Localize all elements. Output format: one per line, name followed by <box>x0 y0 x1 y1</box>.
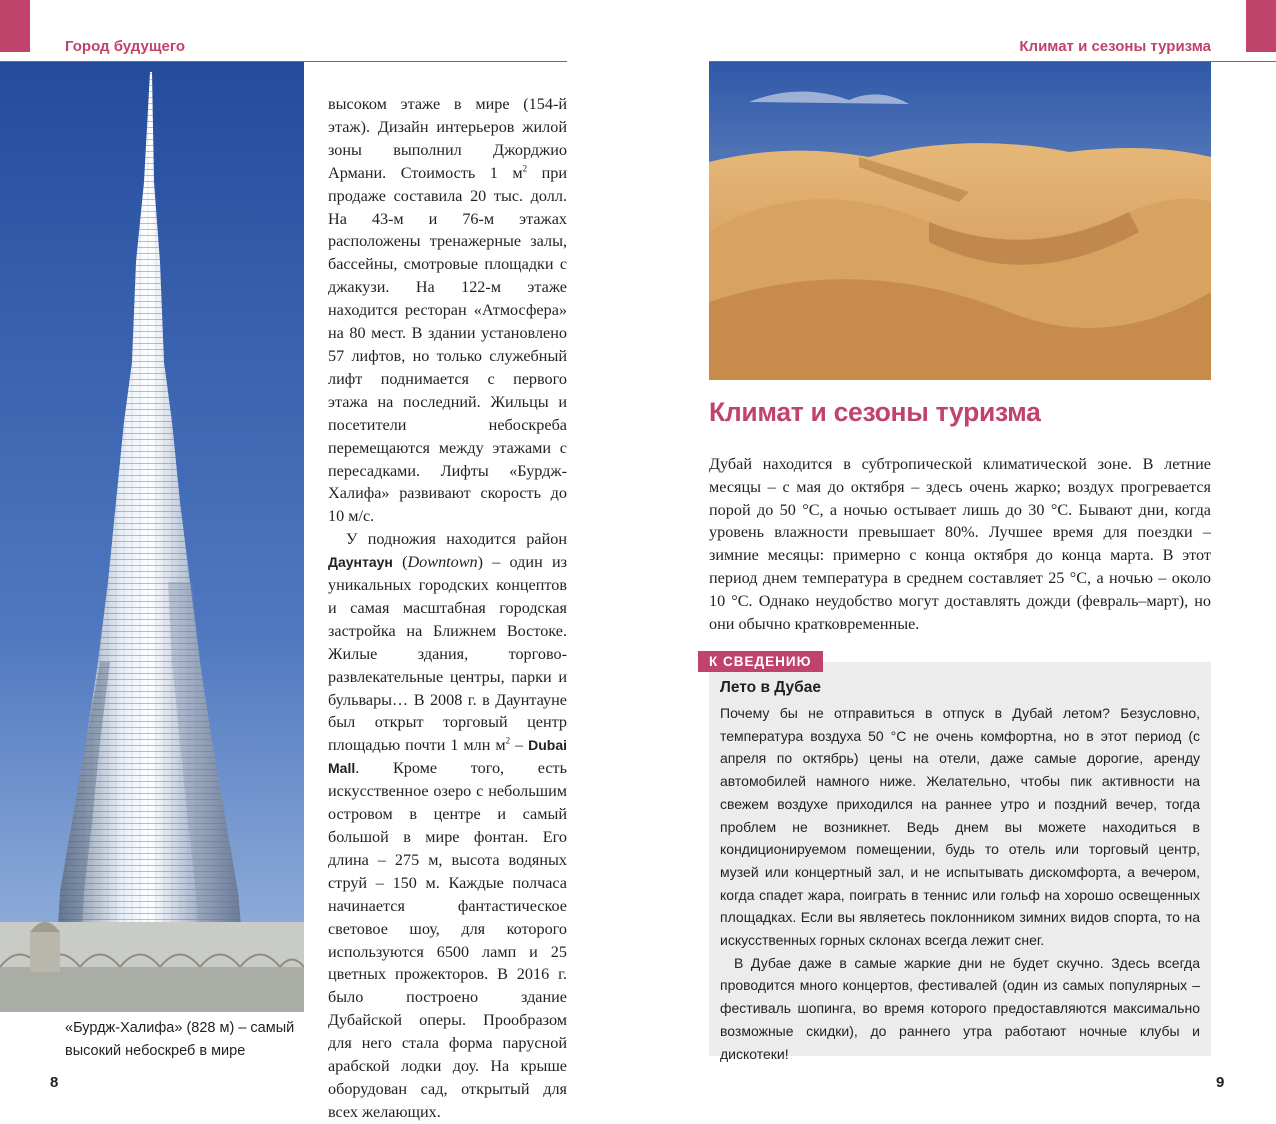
right-running-head: Климат и сезоны туризма <box>1019 38 1211 55</box>
info-box-title: Лето в Дубае <box>720 679 821 696</box>
term-downtown: Даунтаун <box>328 554 393 571</box>
right-page-tab <box>1246 0 1276 52</box>
body-text: ( <box>392 553 408 572</box>
term-downtown-en: Downtown <box>407 553 478 572</box>
burj-khalifa-photo <box>0 62 304 1012</box>
photo-caption: «Бурдж-Халифа» (828 м) – самый высокий небоскреб в мире <box>65 1020 295 1059</box>
info-box-body <box>720 702 1200 1065</box>
body-text: высоком этаже в мире (154-й этаж). Дизайн интерьеров жилой зоны выполнил Джорджио Армани. Стоимость 1 м <box>328 95 567 182</box>
superscript: 2 <box>505 735 511 746</box>
body-paragraph <box>328 93 567 528</box>
right-page-number: 9 <box>1216 1074 1225 1091</box>
body-text: – <box>510 736 529 755</box>
intro-paragraph: Дубай находится в субтропической климатической зоне. В летние месяцы – с мая до октября – здесь очень жарко; воздух прогревается порой до 50 °C, а ночью остывает лишь до 30 °C. Бывают дни, когда уровень влажности превышает 80%. Лучшее время для поездки – зимние месяцы: примерно с конца октября до конца марта. В этот период днем температура в среднем составляет 25 °C, а ночью – около 10 °C. Однако неудобство могут доставлять дожди (февраль–март), но они обычно кратковременные. <box>709 455 1211 633</box>
body-text: при продаже составила 20 тыс. долл. На 43-м и 76-м этажах расположены тренажерные залы, бассейны, смотровые площадки с джакузи. На 122-м этаже находится ресторан «Атмосфера» на 80 мест. В здании установлено 57 лифтов, но только служебный лифт поднимается с первого этажа на последний. Жильцы и посетители небоскреба перемещаются между этажами с пересадками. Лифты «Бурдж-Халифа» развивают скорость до 10 м/с. <box>328 163 567 526</box>
info-tag: К СВЕДЕНИЮ <box>698 651 823 672</box>
left-page-number: 8 <box>50 1074 59 1091</box>
page-title: Климат и сезоны туризма <box>709 397 1041 427</box>
info-paragraph: В Дубае даже в самые жаркие дни не будет скучно. Здесь всегда проводится много концертов, фестивалей (один из самых популярных – фестиваль шопинга, во время которого предоставляются максимально возможные скидки), до раннего утра работают ночные клубы и дискотеки! <box>720 954 1200 1062</box>
desert-dunes-photo <box>709 62 1211 380</box>
superscript: 2 <box>522 163 528 174</box>
body-text: У подножия находится район <box>346 530 567 549</box>
info-paragraph: Почему бы не отправиться в отпуск в Дубай летом? Безусловно, температура воздуха 50 °C не очень комфортна, но в этот период (с апреля по октябрь) цены на отели, даже самые дорогие, аренду автомобилей намного ниже. Желательно, чтобы пик активности на свежем воздухе приходился на раннее утро и поздний вечер, тогда проблем не возникнет. Ведь днем вы можете находиться в кондиционируемом помещении, будь то отель или торговый центр, музей или концертный зал, и не испытывать дискомфорта, а вечером, когда спадет жара, поиграть в теннис или гольф на хорошо освещенных площадках. Если вы являетесь поклонником зимних видов спорта, то на искусственных горных склонах всегда лежит снег. <box>720 705 1200 949</box>
term-dubai-mall: Dubai Mall <box>328 737 568 777</box>
body-text: . Кроме того, есть искусственное озеро с небольшим островом в центре и самый большой в мире фонтан. Его длина – 275 м, высота водяных струй – 150 м. Каждые полчаса начинается фантастическое световое шоу, для которого используются 6500 ламп и 25 цветных прожекторов. В 2016 г. было построено здание Дубайской оперы. Прообразом для него стала форма парусной арабской лодки доу. На крыше оборудован сад, открытый для всех желающих. <box>328 759 567 1121</box>
left-text-column <box>328 93 567 1124</box>
left-running-head: Город будущего <box>65 38 186 55</box>
body-paragraph <box>328 528 567 1124</box>
left-page-tab <box>0 0 30 52</box>
body-text: ) – один из уникальных городских концептов и самая масштабная городская застройка на Ближнем Востоке. Жилые здания, торгово-развлекательные центры, парки и бульвары… В 2008 г. в Даунтауне был открыт торговый центр площадью почти 1 млн м <box>328 553 567 755</box>
